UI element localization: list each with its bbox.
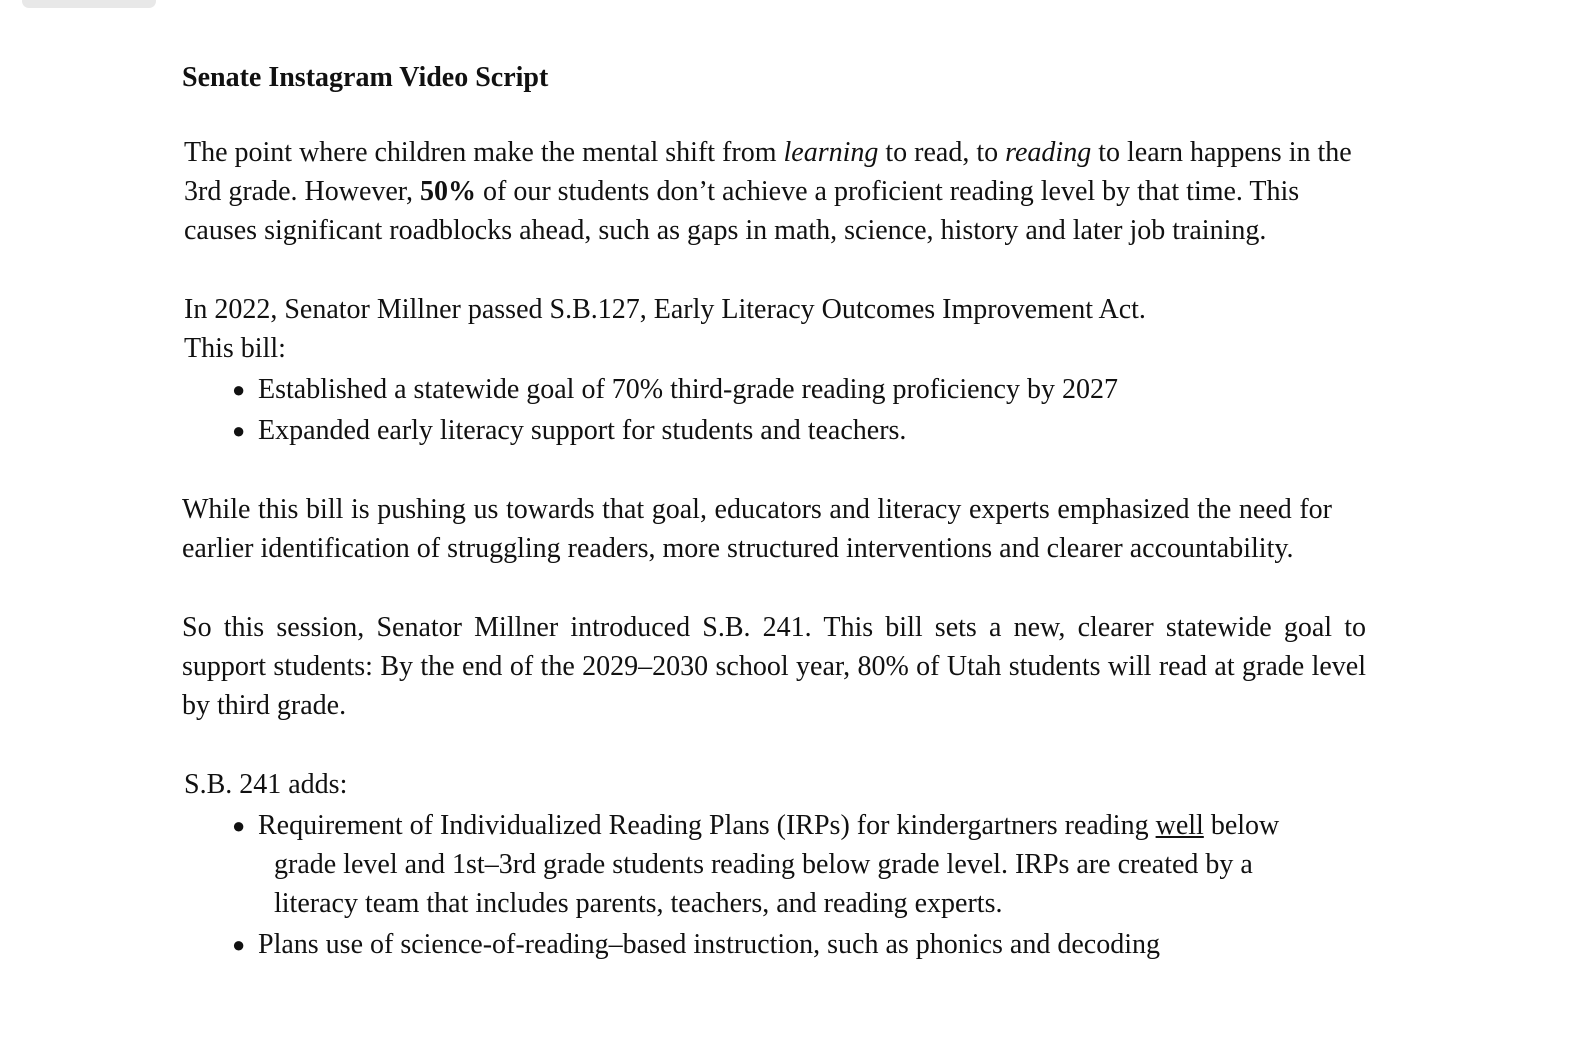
paragraph-this-bill: This bill: (184, 333, 286, 364)
list-item-text: Requirement of Individualized Reading Plans (IRPs) for kindergartners reading (258, 810, 1156, 841)
italic-learning: learning (783, 137, 879, 168)
list-item (182, 925, 1382, 964)
document-body (182, 58, 1382, 964)
bullet-icon: ● (232, 813, 246, 838)
paragraph-intro (182, 133, 1374, 250)
document-title: Senate Instagram Video Script (182, 62, 549, 93)
text-run: The point where children make the mental shift from (184, 137, 784, 168)
list-item (182, 411, 1382, 450)
section-2022-bill (182, 290, 1382, 450)
list-item-text: Established a statewide goal of 70% third-grade reading proficiency by 2027 (258, 374, 1118, 405)
bullet-icon: ● (232, 932, 246, 957)
italic-reading: reading (1005, 137, 1092, 168)
paragraph-educators: While this bill is pushing us towards that goal, educators and literacy experts emphasized the need for earlier identification of struggling readers, more structured interventions and clearer accountability. (182, 494, 1332, 564)
list-item-text: below (1203, 810, 1280, 841)
underlined-well: well (1155, 810, 1204, 841)
bullet-icon: ● (232, 418, 246, 443)
bullet-icon: ● (232, 377, 246, 402)
text-run: of our students don’t achieve a proficient reading level by that time. This causes significant roadblocks ahead, such as gaps in math, science, history and later job training. (184, 176, 1300, 246)
list-item-text: Expanded early literacy support for students and teachers. (258, 415, 907, 446)
text-run: to read, to (878, 137, 1006, 168)
list-item-continuation: grade level and 1st–3rd grade students reading below grade level. IRPs are created by a literacy team that includes parents, teachers, and reading experts. (274, 849, 1253, 919)
list-item-text: Plans use of science-of-reading–based instruction, such as phonics and decoding (258, 929, 1160, 960)
paragraph-2022: In 2022, Senator Millner passed S.B.127, Early Literacy Outcomes Improvement Act. (184, 294, 1146, 325)
list-item (182, 806, 1382, 923)
bold-percentage: 50% (420, 176, 477, 207)
paragraph-sb241-adds: S.B. 241 adds: (184, 769, 348, 800)
top-tab[interactable] (22, 0, 156, 8)
bullet-list-sb241 (182, 806, 1382, 964)
section-sb241-adds (182, 765, 1382, 964)
text-run: to learn happens in the 3rd grade. However, (184, 137, 1352, 207)
bullet-list-2022 (182, 370, 1382, 450)
list-item (182, 370, 1382, 409)
paragraph-sb241: So this session, Senator Millner introduced S.B. 241. This bill sets a new, clearer statewide goal to support students: By the end of the 2029–2030 school year, 80% of Utah students will read at grade level by third grade. (182, 612, 1366, 721)
